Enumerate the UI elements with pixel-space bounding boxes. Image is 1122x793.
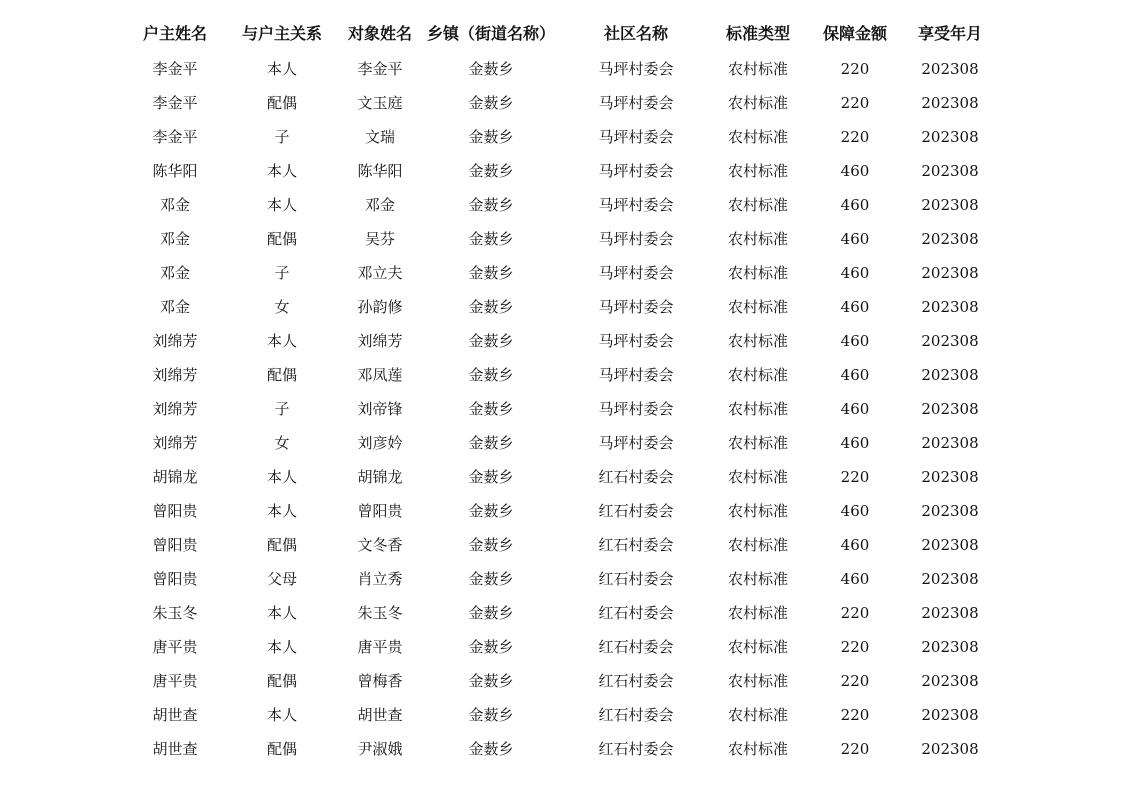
cell-relation-to-head: 本人 bbox=[266, 502, 297, 520]
cell-month: 202308 bbox=[921, 298, 979, 316]
cell-standard-type: 农村标准 bbox=[727, 400, 788, 418]
cell-relation-to-head: 配偶 bbox=[266, 536, 297, 554]
cell-amount: 460 bbox=[840, 570, 870, 588]
header-household-head-name: 户主姓名 bbox=[142, 24, 207, 43]
cell-amount: 220 bbox=[840, 740, 870, 758]
cell-month: 202308 bbox=[921, 706, 979, 724]
cell-month: 202308 bbox=[921, 638, 979, 656]
cell-community: 马坪村委会 bbox=[598, 366, 674, 384]
cell-month: 202308 bbox=[921, 400, 979, 418]
cell-community: 红石村委会 bbox=[598, 536, 674, 554]
cell-township: 金薮乡 bbox=[468, 434, 514, 452]
cell-household-head-name: 邓金 bbox=[159, 196, 190, 214]
cell-household-head-name: 邓金 bbox=[159, 264, 190, 282]
cell-household-head-name: 曾阳贵 bbox=[152, 536, 198, 554]
cell-standard-type: 农村标准 bbox=[727, 502, 788, 520]
cell-community: 马坪村委会 bbox=[598, 60, 674, 78]
cell-community: 马坪村委会 bbox=[598, 128, 674, 146]
cell-recipient-name: 文瑞 bbox=[364, 128, 395, 146]
table-row bbox=[0, 732, 1122, 766]
table-row bbox=[0, 528, 1122, 562]
cell-amount: 460 bbox=[840, 332, 870, 350]
table-row bbox=[0, 290, 1122, 324]
cell-recipient-name: 刘帝锋 bbox=[357, 400, 403, 418]
cell-standard-type: 农村标准 bbox=[727, 366, 788, 384]
cell-household-head-name: 李金平 bbox=[152, 128, 198, 146]
cell-household-head-name: 刘绵芳 bbox=[152, 366, 198, 384]
table-row bbox=[0, 392, 1122, 426]
header-relation-to-head: 与户主关系 bbox=[241, 24, 322, 43]
cell-amount: 220 bbox=[840, 468, 870, 486]
cell-recipient-name: 文冬香 bbox=[357, 536, 403, 554]
cell-township: 金薮乡 bbox=[468, 672, 514, 690]
cell-household-head-name: 胡世查 bbox=[152, 740, 198, 758]
cell-community: 红石村委会 bbox=[598, 706, 674, 724]
cell-recipient-name: 胡锦龙 bbox=[357, 468, 403, 486]
cell-recipient-name: 曾阳贵 bbox=[357, 502, 403, 520]
cell-township: 金薮乡 bbox=[468, 162, 514, 180]
cell-relation-to-head: 本人 bbox=[266, 196, 297, 214]
cell-relation-to-head: 本人 bbox=[266, 162, 297, 180]
cell-recipient-name: 刘绵芳 bbox=[357, 332, 403, 350]
cell-month: 202308 bbox=[921, 672, 979, 690]
table-row bbox=[0, 562, 1122, 596]
cell-township: 金薮乡 bbox=[468, 366, 514, 384]
cell-standard-type: 农村标准 bbox=[727, 264, 788, 282]
cell-recipient-name: 朱玉冬 bbox=[357, 604, 403, 622]
cell-recipient-name: 肖立秀 bbox=[357, 570, 403, 588]
cell-recipient-name: 孙韵修 bbox=[357, 298, 403, 316]
header-recipient-name: 对象姓名 bbox=[347, 24, 412, 43]
cell-month: 202308 bbox=[921, 468, 979, 486]
cell-standard-type: 农村标准 bbox=[727, 672, 788, 690]
cell-community: 马坪村委会 bbox=[598, 400, 674, 418]
cell-amount: 220 bbox=[840, 94, 870, 112]
cell-community: 马坪村委会 bbox=[598, 162, 674, 180]
cell-standard-type: 农村标准 bbox=[727, 128, 788, 146]
cell-township: 金薮乡 bbox=[468, 264, 514, 282]
cell-township: 金薮乡 bbox=[468, 400, 514, 418]
cell-month: 202308 bbox=[921, 196, 979, 214]
cell-community: 红石村委会 bbox=[598, 468, 674, 486]
cell-amount: 460 bbox=[840, 366, 870, 384]
cell-recipient-name: 邓金 bbox=[364, 196, 395, 214]
cell-standard-type: 农村标准 bbox=[727, 638, 788, 656]
cell-household-head-name: 曾阳贵 bbox=[152, 570, 198, 588]
cell-relation-to-head: 配偶 bbox=[266, 366, 297, 384]
cell-amount: 220 bbox=[840, 706, 870, 724]
cell-month: 202308 bbox=[921, 570, 979, 588]
cell-township: 金薮乡 bbox=[468, 536, 514, 554]
table-row bbox=[0, 222, 1122, 256]
cell-recipient-name: 文玉庭 bbox=[357, 94, 403, 112]
cell-recipient-name: 吴芬 bbox=[364, 230, 395, 248]
header-township: 乡镇（街道名称） bbox=[426, 24, 555, 43]
cell-relation-to-head: 本人 bbox=[266, 60, 297, 78]
cell-relation-to-head: 配偶 bbox=[266, 672, 297, 690]
cell-township: 金薮乡 bbox=[468, 502, 514, 520]
cell-township: 金薮乡 bbox=[468, 740, 514, 758]
cell-standard-type: 农村标准 bbox=[727, 536, 788, 554]
cell-month: 202308 bbox=[921, 366, 979, 384]
table-row bbox=[0, 86, 1122, 120]
cell-township: 金薮乡 bbox=[468, 638, 514, 656]
cell-month: 202308 bbox=[921, 230, 979, 248]
cell-community: 马坪村委会 bbox=[598, 230, 674, 248]
cell-standard-type: 农村标准 bbox=[727, 706, 788, 724]
cell-month: 202308 bbox=[921, 128, 979, 146]
table-row bbox=[0, 426, 1122, 460]
cell-community: 马坪村委会 bbox=[598, 94, 674, 112]
cell-relation-to-head: 本人 bbox=[266, 638, 297, 656]
cell-household-head-name: 唐平贵 bbox=[152, 672, 198, 690]
table-row bbox=[0, 324, 1122, 358]
cell-recipient-name: 唐平贵 bbox=[357, 638, 403, 656]
table-header-row bbox=[0, 17, 1122, 51]
cell-recipient-name: 刘彦妗 bbox=[357, 434, 403, 452]
cell-recipient-name: 邓凤莲 bbox=[357, 366, 403, 384]
cell-amount: 460 bbox=[840, 400, 870, 418]
cell-township: 金薮乡 bbox=[468, 128, 514, 146]
cell-amount: 220 bbox=[840, 638, 870, 656]
cell-relation-to-head: 本人 bbox=[266, 332, 297, 350]
cell-standard-type: 农村标准 bbox=[727, 298, 788, 316]
cell-amount: 460 bbox=[840, 264, 870, 282]
cell-relation-to-head: 子 bbox=[274, 400, 290, 418]
table-row bbox=[0, 630, 1122, 664]
cell-standard-type: 农村标准 bbox=[727, 230, 788, 248]
cell-standard-type: 农村标准 bbox=[727, 94, 788, 112]
cell-community: 马坪村委会 bbox=[598, 298, 674, 316]
cell-community: 马坪村委会 bbox=[598, 332, 674, 350]
cell-township: 金薮乡 bbox=[468, 332, 514, 350]
cell-community: 红石村委会 bbox=[598, 502, 674, 520]
cell-standard-type: 农村标准 bbox=[727, 162, 788, 180]
table-row bbox=[0, 52, 1122, 86]
cell-community: 红石村委会 bbox=[598, 638, 674, 656]
cell-household-head-name: 刘绵芳 bbox=[152, 434, 198, 452]
cell-township: 金薮乡 bbox=[468, 706, 514, 724]
cell-recipient-name: 李金平 bbox=[357, 60, 403, 78]
table-row bbox=[0, 664, 1122, 698]
header-month: 享受年月 bbox=[917, 24, 982, 43]
cell-recipient-name: 胡世查 bbox=[357, 706, 403, 724]
cell-month: 202308 bbox=[921, 60, 979, 78]
cell-community: 红石村委会 bbox=[598, 604, 674, 622]
cell-recipient-name: 曾梅香 bbox=[357, 672, 403, 690]
cell-relation-to-head: 子 bbox=[274, 264, 290, 282]
table-row bbox=[0, 596, 1122, 630]
cell-household-head-name: 胡世查 bbox=[152, 706, 198, 724]
cell-township: 金薮乡 bbox=[468, 196, 514, 214]
cell-standard-type: 农村标准 bbox=[727, 60, 788, 78]
cell-standard-type: 农村标准 bbox=[727, 570, 788, 588]
cell-relation-to-head: 女 bbox=[274, 298, 290, 316]
cell-amount: 460 bbox=[840, 196, 870, 214]
cell-community: 红石村委会 bbox=[598, 570, 674, 588]
table-row bbox=[0, 358, 1122, 392]
cell-community: 马坪村委会 bbox=[598, 264, 674, 282]
cell-month: 202308 bbox=[921, 264, 979, 282]
cell-month: 202308 bbox=[921, 502, 979, 520]
cell-community: 马坪村委会 bbox=[598, 434, 674, 452]
cell-month: 202308 bbox=[921, 604, 979, 622]
cell-standard-type: 农村标准 bbox=[727, 434, 788, 452]
table-row bbox=[0, 698, 1122, 732]
cell-township: 金薮乡 bbox=[468, 468, 514, 486]
cell-amount: 220 bbox=[840, 672, 870, 690]
cell-household-head-name: 李金平 bbox=[152, 60, 198, 78]
cell-month: 202308 bbox=[921, 434, 979, 452]
cell-amount: 460 bbox=[840, 162, 870, 180]
header-amount: 保障金额 bbox=[822, 24, 887, 43]
cell-amount: 460 bbox=[840, 298, 870, 316]
cell-township: 金薮乡 bbox=[468, 230, 514, 248]
cell-relation-to-head: 女 bbox=[274, 434, 290, 452]
cell-community: 红石村委会 bbox=[598, 672, 674, 690]
cell-amount: 220 bbox=[840, 604, 870, 622]
cell-recipient-name: 尹淑娥 bbox=[357, 740, 403, 758]
table-row bbox=[0, 256, 1122, 290]
cell-township: 金薮乡 bbox=[468, 570, 514, 588]
cell-relation-to-head: 本人 bbox=[266, 706, 297, 724]
table-row bbox=[0, 494, 1122, 528]
cell-relation-to-head: 本人 bbox=[266, 468, 297, 486]
cell-relation-to-head: 配偶 bbox=[266, 230, 297, 248]
table-row bbox=[0, 188, 1122, 222]
cell-month: 202308 bbox=[921, 332, 979, 350]
cell-relation-to-head: 父母 bbox=[266, 570, 297, 588]
cell-household-head-name: 邓金 bbox=[159, 230, 190, 248]
cell-month: 202308 bbox=[921, 740, 979, 758]
cell-month: 202308 bbox=[921, 162, 979, 180]
cell-amount: 460 bbox=[840, 230, 870, 248]
cell-month: 202308 bbox=[921, 94, 979, 112]
cell-amount: 460 bbox=[840, 502, 870, 520]
table-row bbox=[0, 460, 1122, 494]
cell-recipient-name: 陈华阳 bbox=[357, 162, 403, 180]
cell-amount: 460 bbox=[840, 434, 870, 452]
cell-amount: 460 bbox=[840, 536, 870, 554]
table-row bbox=[0, 154, 1122, 188]
cell-township: 金薮乡 bbox=[468, 298, 514, 316]
cell-amount: 220 bbox=[840, 60, 870, 78]
cell-township: 金薮乡 bbox=[468, 60, 514, 78]
cell-recipient-name: 邓立夫 bbox=[357, 264, 403, 282]
cell-household-head-name: 刘绵芳 bbox=[152, 400, 198, 418]
cell-standard-type: 农村标准 bbox=[727, 196, 788, 214]
cell-township: 金薮乡 bbox=[468, 604, 514, 622]
header-standard-type: 标准类型 bbox=[725, 24, 790, 43]
cell-relation-to-head: 配偶 bbox=[266, 740, 297, 758]
header-community: 社区名称 bbox=[603, 24, 668, 43]
cell-household-head-name: 邓金 bbox=[159, 298, 190, 316]
cell-month: 202308 bbox=[921, 536, 979, 554]
cell-household-head-name: 刘绵芳 bbox=[152, 332, 198, 350]
cell-amount: 220 bbox=[840, 128, 870, 146]
cell-household-head-name: 唐平贵 bbox=[152, 638, 198, 656]
cell-relation-to-head: 本人 bbox=[266, 604, 297, 622]
cell-standard-type: 农村标准 bbox=[727, 604, 788, 622]
cell-household-head-name: 李金平 bbox=[152, 94, 198, 112]
cell-household-head-name: 曾阳贵 bbox=[152, 502, 198, 520]
cell-standard-type: 农村标准 bbox=[727, 332, 788, 350]
table-row bbox=[0, 120, 1122, 154]
cell-community: 马坪村委会 bbox=[598, 196, 674, 214]
cell-relation-to-head: 配偶 bbox=[266, 94, 297, 112]
cell-household-head-name: 陈华阳 bbox=[152, 162, 198, 180]
cell-standard-type: 农村标准 bbox=[727, 740, 788, 758]
cell-community: 红石村委会 bbox=[598, 740, 674, 758]
cell-relation-to-head: 子 bbox=[274, 128, 290, 146]
cell-household-head-name: 胡锦龙 bbox=[152, 468, 198, 486]
cell-township: 金薮乡 bbox=[468, 94, 514, 112]
cell-household-head-name: 朱玉冬 bbox=[152, 604, 198, 622]
cell-standard-type: 农村标准 bbox=[727, 468, 788, 486]
